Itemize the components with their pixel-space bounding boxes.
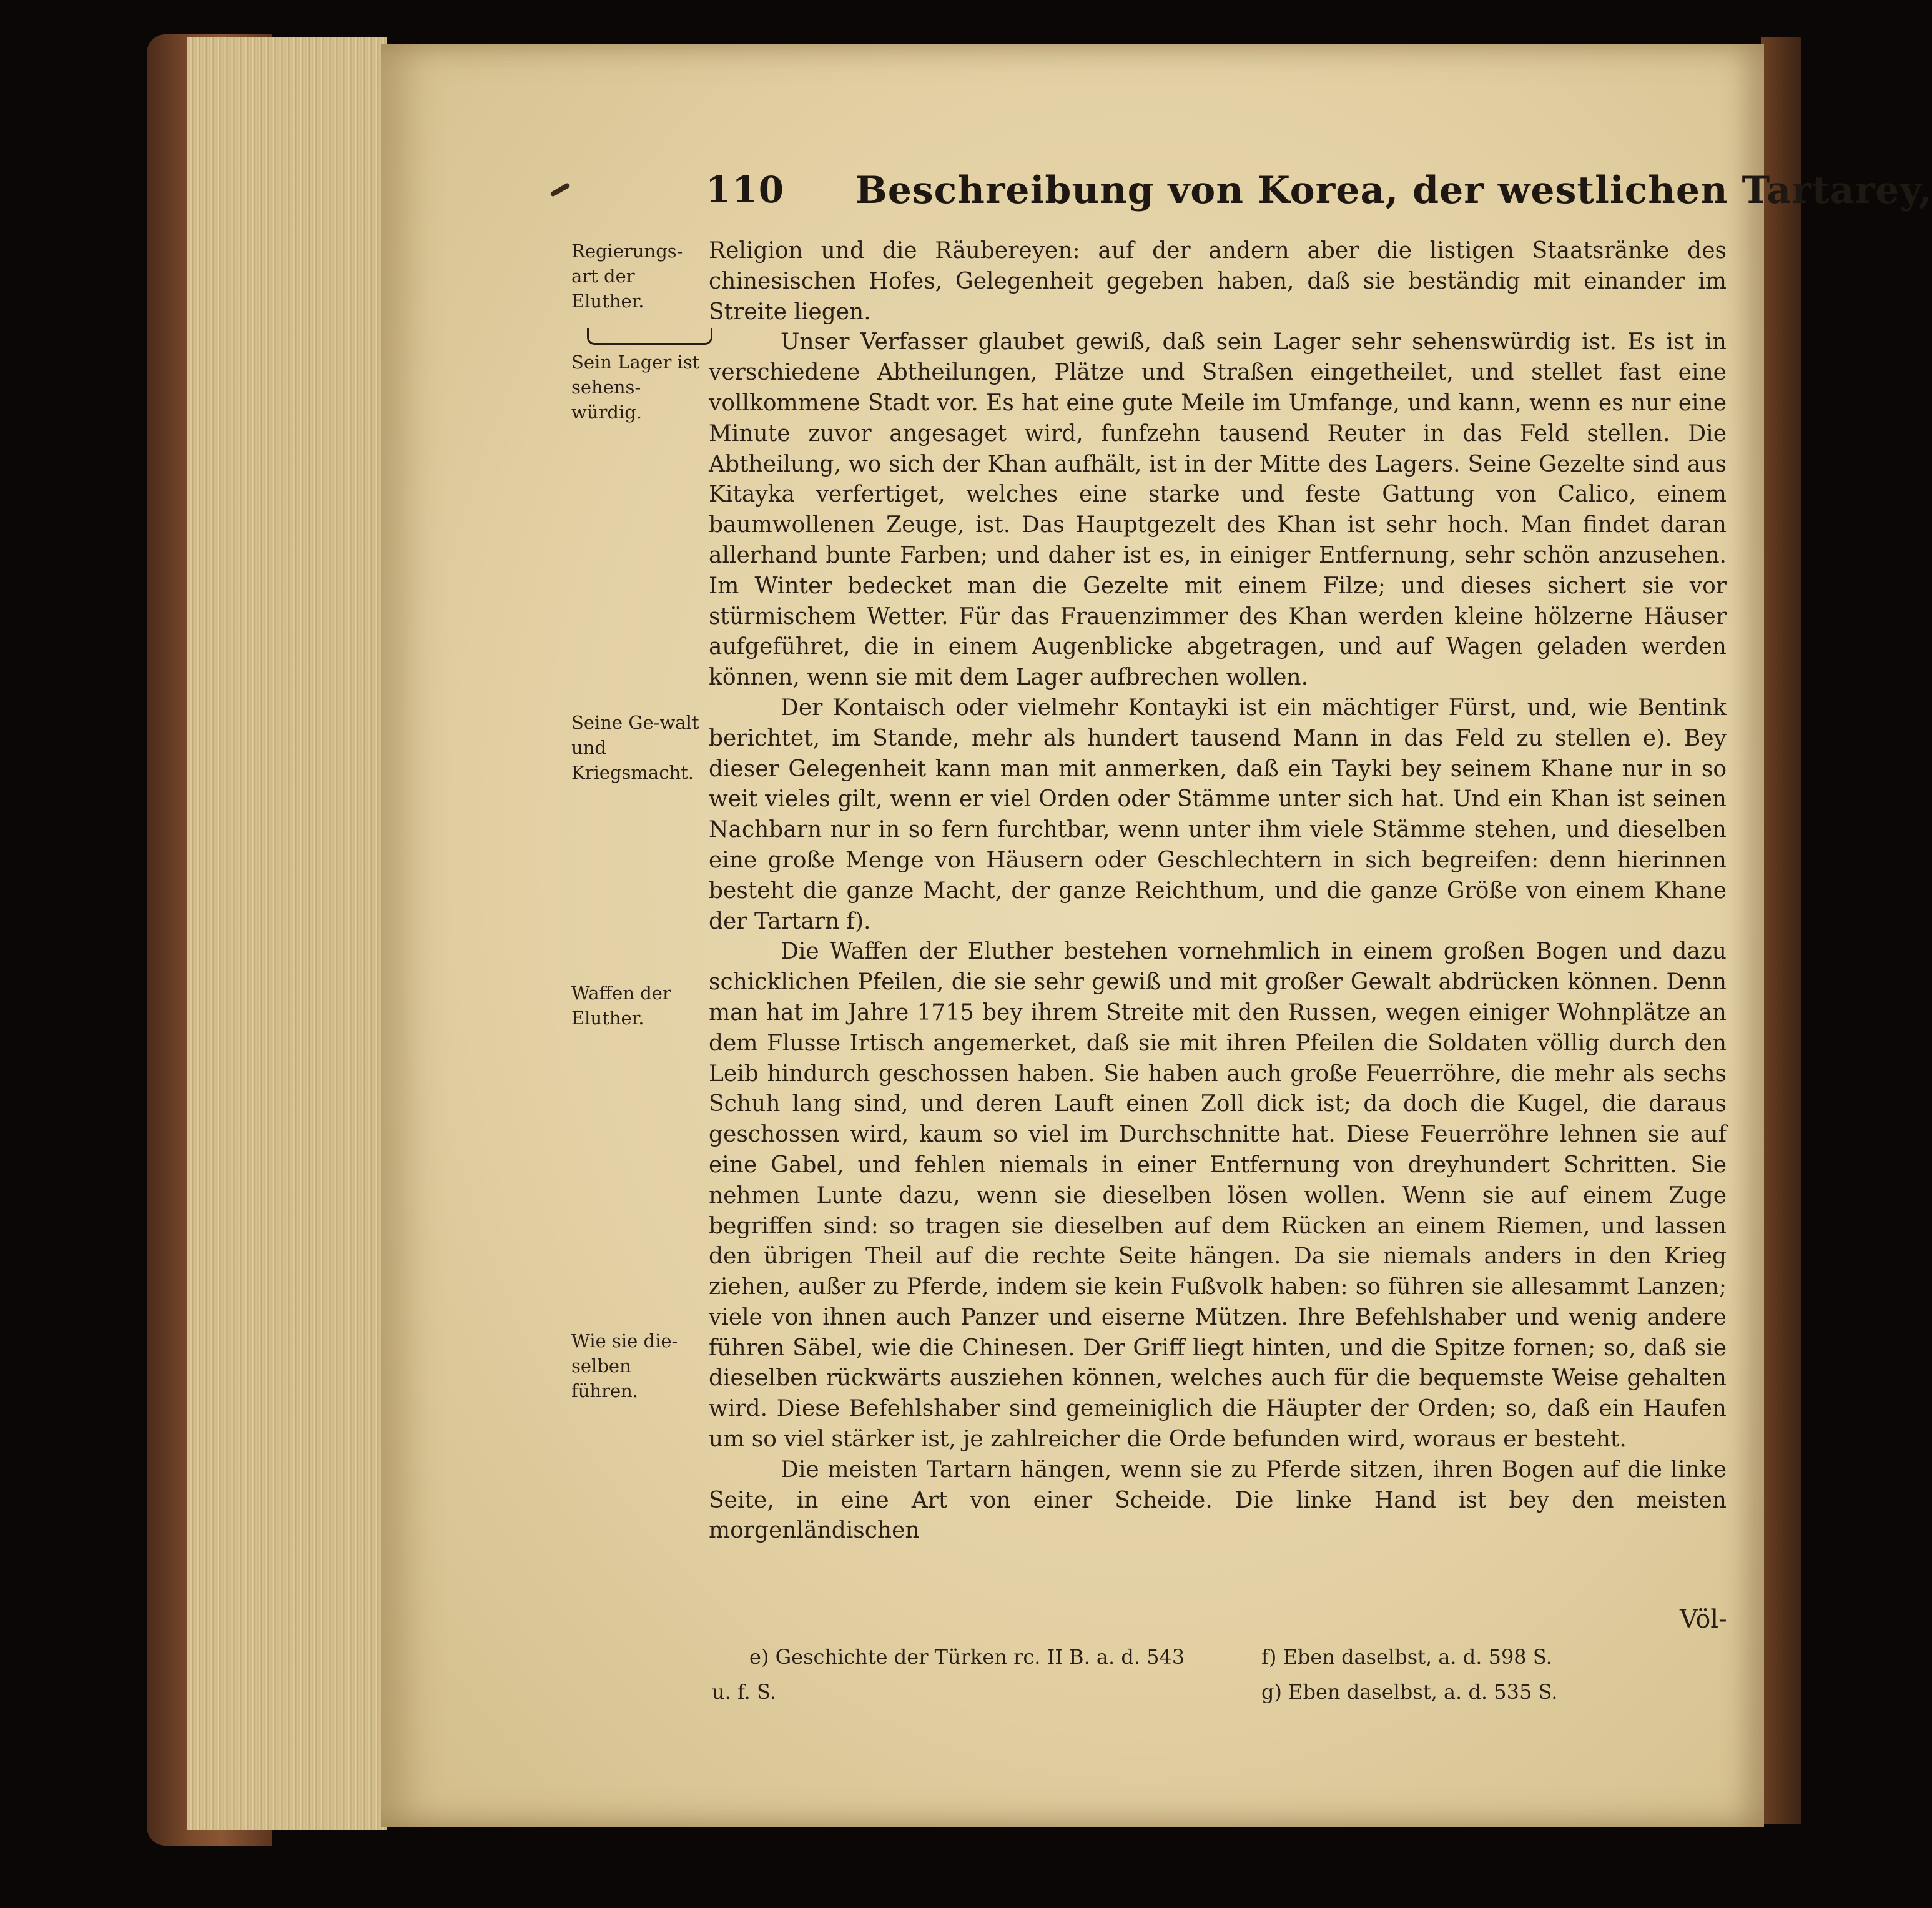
margin-note-gewalt: Seine Ge-walt und Kriegsmacht. [571,712,699,783]
footnote-f: f) Eben daselbst, a. d. 598 S. [1261,1645,1552,1669]
body-text [709,236,1727,1546]
footnotes [712,1639,1736,1714]
margin-note-lager: Sein Lager ist sehens-würdig. [571,352,700,423]
footnote-e-line1: e) Geschichte der Türken rc. II B. a. d. 543 [749,1645,1185,1669]
page-edges [187,37,387,1830]
margin-note-regierungsart: Regierungs-art der Eluther. [571,240,683,312]
footnote-e [712,1639,1230,1709]
paragraph: Der Kontaisch oder vielmehr Kontayki ist ein mächtiger Fürst, und, wie Bentink berichtet, im Stande, mehr als hundert tausend Mann in das Feld zu stellen e). Bey dieser Gelegenheit kann man mit anmerken, daß ein Tayki bey seinem Khane nur in so weit vieles gilt, wenn er viel Orden oder Stämme unter sich hat. Und ein Khan ist seinen Nachbarn nur in so fern furchtbar, wenn unter ihm viele Stämme stehen, und dieselben eine große Menge von Häusern oder Geschlechtern in sich begreifen: denn hierinnen besteht die ganze Macht, der ganze Reichthum, und die ganze Größe von einem Khane der Tartarn f). [709,694,1727,934]
running-head: Beschreibung von Korea, der westlichen Tartarey, [855,169,1932,212]
paragraph: Die Waffen der Eluther bestehen vornehmlich in einem großen Bogen und dazu schicklichen Pfeilen, die sie sehr gewiß und mit großer Gewalt abdrücken können. Denn man hat im Jahre 1715 bey ihrem Streite mit den Russen, wegen einiger Wohnplätze an dem Flusse Irtisch angemerket, daß sie mit ihren Pfeilen die Soldaten völlig durch den Leib hindurch geschossen haben. Sie haben auch große Feuerröhre, die mehr als sechs Schuh lang sind, und deren Lauft einen Zoll dick ist; da doch die Kugel, die daraus geschossen wird, kaum so viel im Durchschnitte hat. Diese Feuerröhre lehnen sie auf eine Gabel, und fehlen niemals in einer Entfernung von dreyhundert Schritten. Sie nehmen Lunte dazu, wenn sie dieselben lösen wollen. Wenn sie auf einem Zuge begriffen sind: so tragen sie dieselben auf dem Rücken an einem Riemen, und lassen den übrigen Theil auf die rechte Seite hängen. Da sie niemals anders in den Krieg ziehen, außer zu Pferde, indem sie kein Fußvolk haben: so führen sie allesammt Lanzen; viele von ihnen auch Panzer und eiserne Mützen. Ihre Befehlshaber und wenig andere führen Säbel, wie die Chinesen. Der Griff liegt hinten, und die Spitze fornen; so, daß sie dieselben rückwärts ausziehen können, welches auch für die bequemste Weise gehalten wird. Diese Befehlshaber sind gemeiniglich die Häupter der Orden; so, daß ein Haufen um so viel stärker ist, je zahlreicher die Orde befunden wird, woraus er besteht. [709,939,1727,1453]
margin-note-waffen: Waffen der Eluther. [571,982,671,1029]
footnote-e-line2: u. f. S. [712,1680,776,1704]
margin-note-fuehren: Wie sie die-selben führen. [571,1330,678,1401]
footnote-fg [1261,1639,1736,1709]
paragraph: Unser Verfasser glaubet gewiß, daß sein Lager sehr sehenswürdig ist. Es ist in verschiedene Abtheilungen, Plätze und Straßen eingetheilet, und stellet fast eine vollkommene Stadt vor. Es hat eine gute Meile im Umfange, und kann, wenn es nur eine Minute zuvor angesaget wird, funfzehn tausend Reuter in das Feld stellen. Die Abtheilung, wo sich der Khan aufhält, ist in der Mitte des Lagers. Seine Gezelte sind aus Kitayka verfertiget, welches eine starke und feste Gattung von Calico, einem baumwollenen Zeuge, ist. Das Hauptgezelt des Khan ist sehr hoch. Man findet daran allerhand bunte Farben; und daher ist es, in einiger Entfernung, sehr schön anzusehen. Im Winter bedecket man die Gezelte mit einem Filze; und dieses sichert sie vor stürmischem Wetter. Für das Frauenzimmer des Khan werden kleine hölzerne Häuser aufgeführet, die in einem Augenblicke abgetragen, und auf Wagen geladen werden können, wenn sie mit dem Lager aufbrechen wollen. [709,329,1727,691]
page-number: 110 [706,169,786,211]
paragraph: Die meisten Tartarn hängen, wenn sie zu Pferde sitzen, ihren Bogen auf die linke Seite, in eine Art von einer Scheide. Die linke Hand ist bey den meisten morgenländischen [709,1456,1727,1544]
catchword: Völ- [1680,1605,1727,1634]
book-cover-right [1761,37,1801,1824]
page-header [706,169,1932,219]
paragraph: Religion und die Räubereyen: auf der andern aber die listigen Staatsränke des chinesischen Hofes, Gelegenheit gegeben haben, daß sie beständig mit einander im Streite liegen. [709,238,1727,325]
margin-brace [587,328,712,345]
footnote-g: g) Eben daselbst, a. d. 535 S. [1261,1680,1558,1704]
